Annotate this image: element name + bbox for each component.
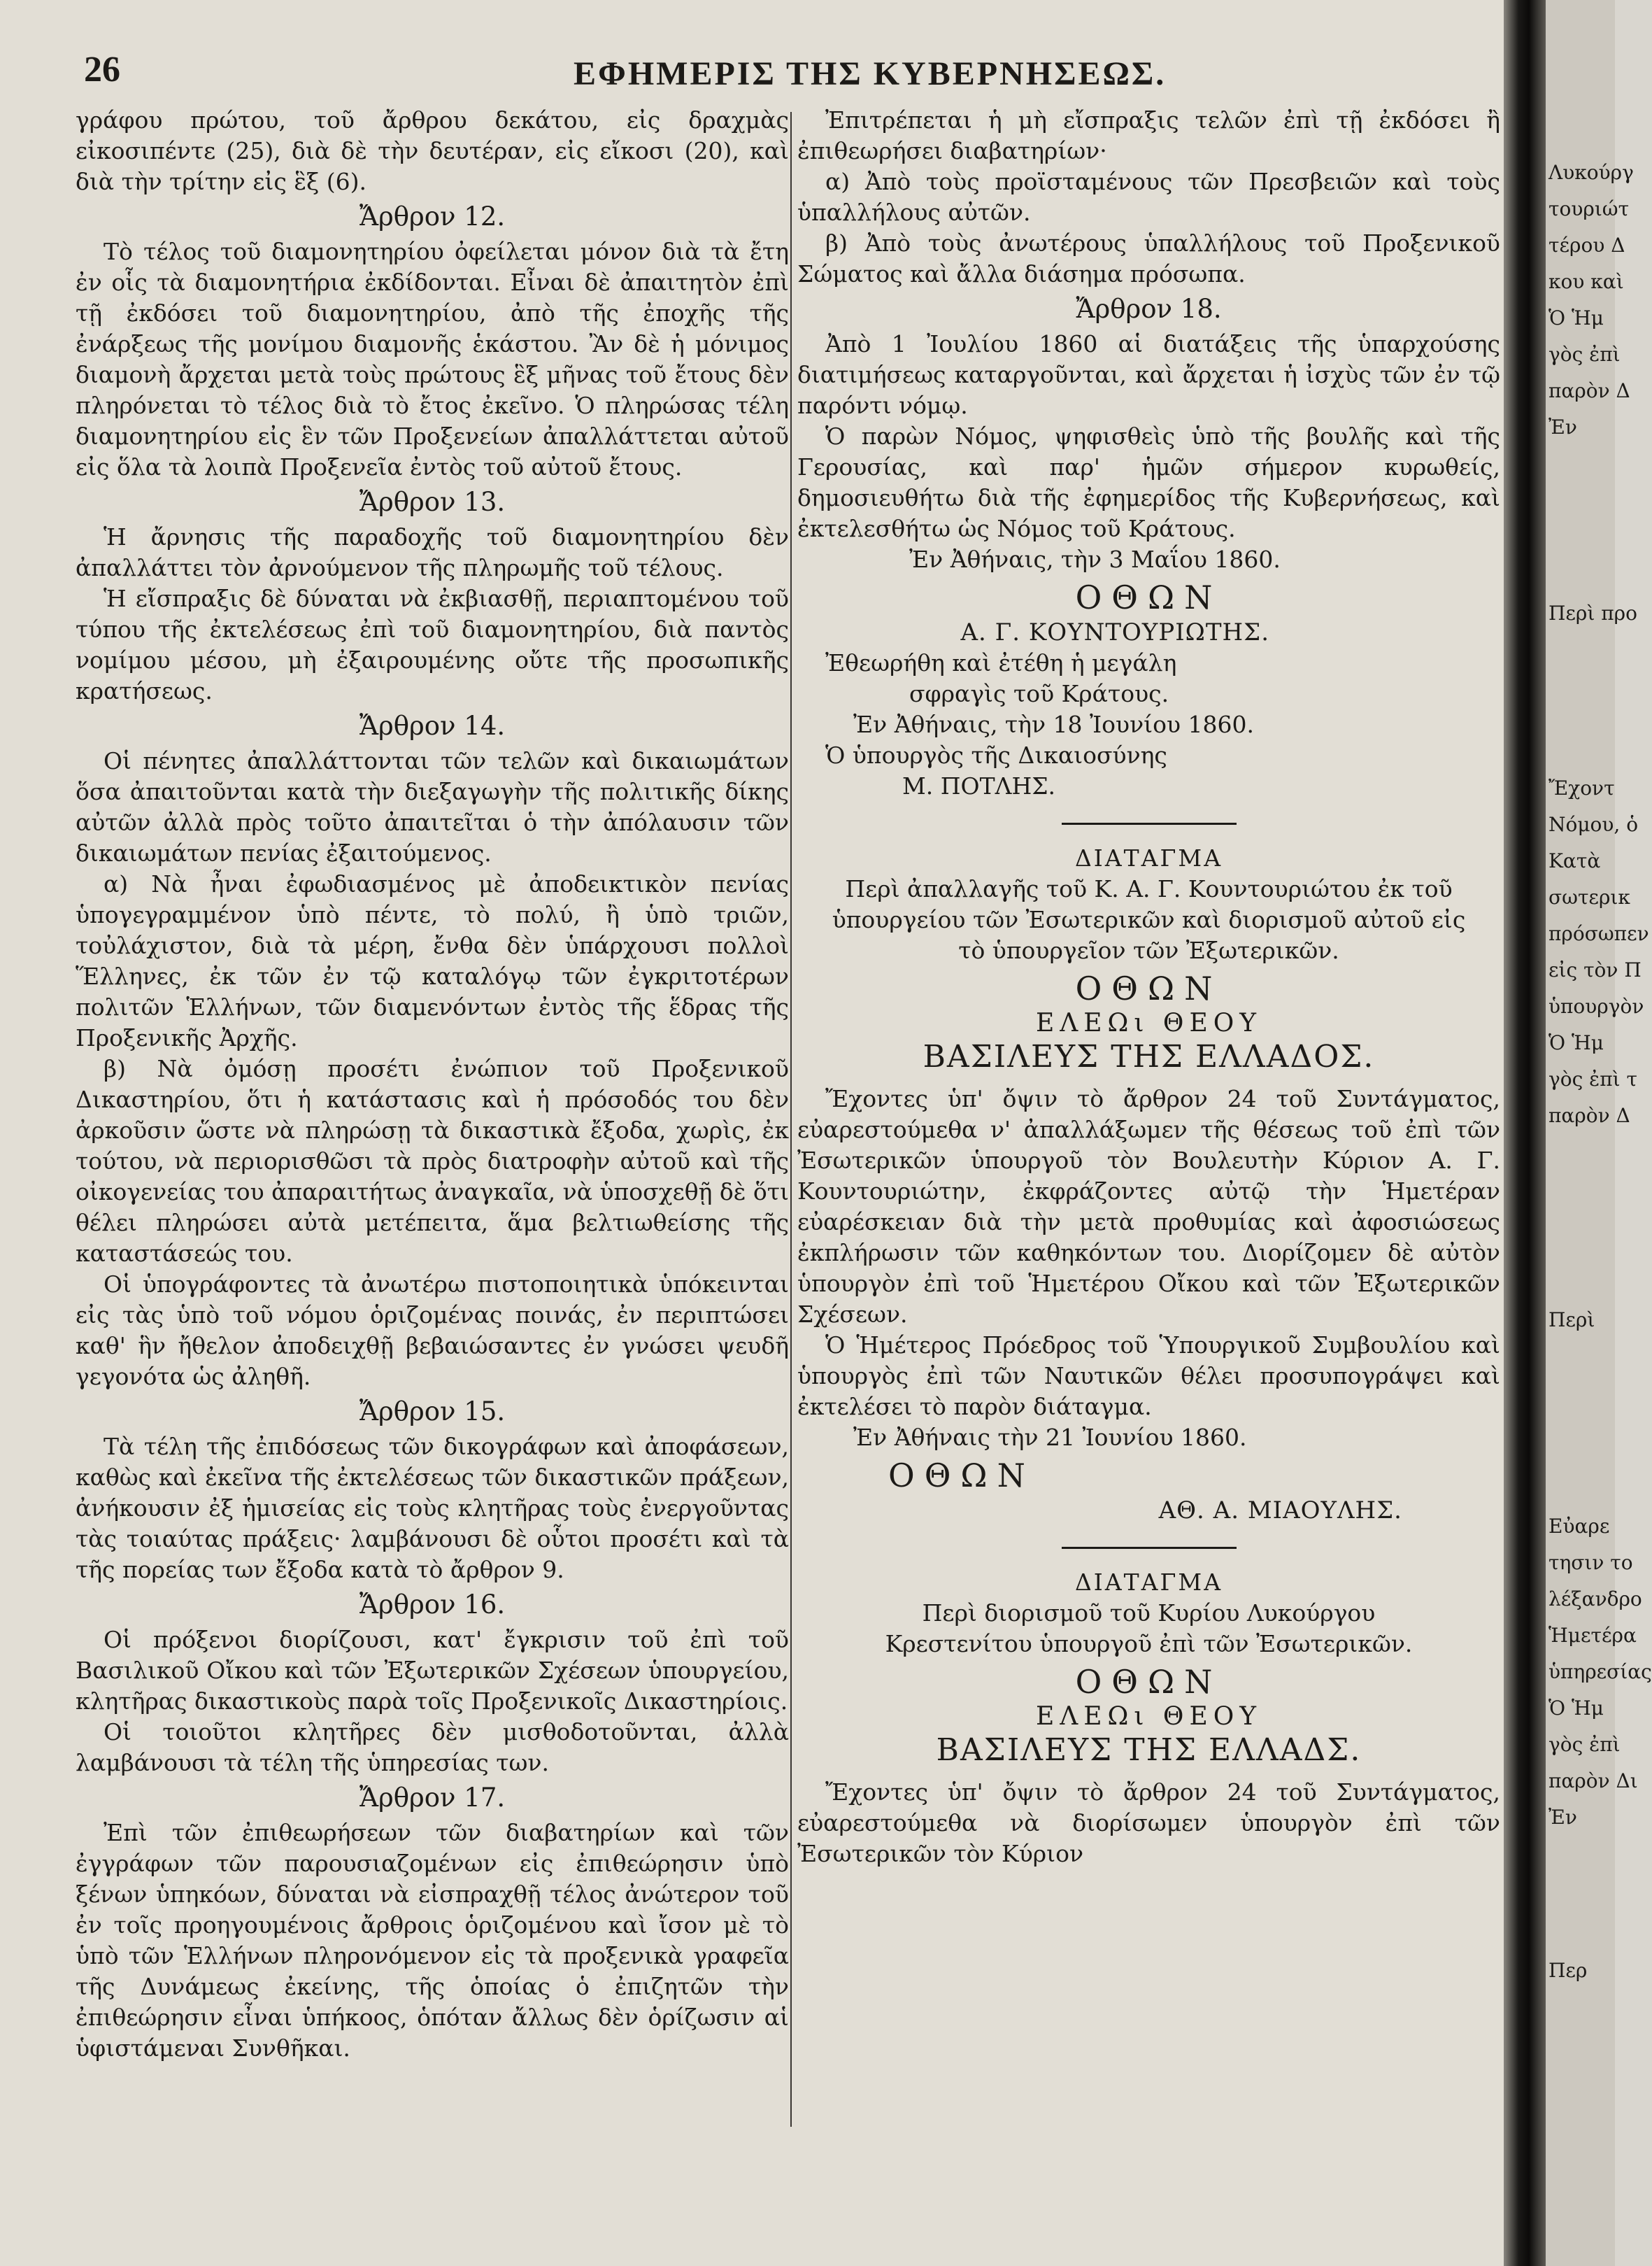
adjacent-page-fragment (1546, 0, 1652, 2266)
left-column (76, 105, 789, 2064)
grace-of-god: ΕΛΕΩι ΘΕΟΥ (1035, 1702, 1262, 1731)
section-rule (1062, 823, 1237, 825)
fragment-line: Λυκούργ (1548, 161, 1634, 184)
fragment-line: Κατὰ (1548, 849, 1601, 872)
article-heading: Ἄρθρον 18. (1076, 294, 1222, 324)
king-name: ΟΘΩΝ (1075, 970, 1223, 1007)
fragment-line: Ἡμετέρα (1548, 1624, 1637, 1647)
paragraph: Ἐπὶ τῶν ἐπιθεωρήσεων τῶν διαβατηρίων καὶ τῶν ἐγγράφων τῶν παρουσιαζομένων εἰς ἐπιθεώρησιν ὑπὸ ξένων ὑπηκόων, δύναται νὰ εἰσπραχθῇ τέλος ἀνώτερον τοῦ ἐν τοῖς προηγουμένοις ἄρθροις ὁριζομένου καὶ ἴσον μὲ τὸ ὑπὸ τῶν Ἑλλήνων πληρονόμενον εἰς τὰ προξενικὰ γραφεῖα τῆς Δυνάμεως ἐκείνης, τῆς ὁποίας ὁ ἐπιζητῶν τὴν ἐπιθεώρησιν εἶναι ὑπήκοος, ὁπόταν ἄλλως δὲν ὁρίζωσιν αἱ ὑφιστάμεναι Συνθῆκαι. (76, 1819, 789, 2062)
page-number: 26 (84, 50, 120, 90)
date-line: Ἐν Ἀθήναις, τὴν 18 Ἰουνίου 1860. (853, 711, 1254, 738)
fragment-line: τουριώτ (1548, 197, 1630, 220)
fragment-line: ὑπηρεσίας (1548, 1660, 1652, 1683)
fragment-line: Περὶ προ (1548, 602, 1637, 625)
fragment-line: Ὁ Ἡμ (1548, 1031, 1604, 1054)
book-gutter (1504, 0, 1546, 2266)
signature: Μ. ΠΟΤΛΗΣ. (902, 772, 1056, 800)
paragraph: Οἱ ὑπογράφοντες τὰ ἀνωτέρω πιστοποιητικὰ ὑπόκεινται εἰς τὰς ὑπὸ τοῦ νόμου ὁριζομένας ποινάς, ἐν περιπτώσει καθ' ἣν ἤθελον ἀποδειχθῇ βεβαιώσαντες ἐν γνώσει ψευδῆ γεγονότα ὡς ἀληθῆ. (76, 1270, 789, 1390)
date-line: Ἐν Ἀθήναις, τὴν 3 Μαΐου 1860. (909, 546, 1281, 573)
right-column (797, 105, 1500, 1869)
king-name: ΟΘΩΝ (888, 1457, 1035, 1494)
page-header (0, 49, 1532, 98)
date-line: Ἐν Ἀθήναις τὴν 21 Ἰουνίου 1860. (853, 1424, 1247, 1451)
seal-note: σφραγὶς τοῦ Κράτους. (909, 680, 1169, 707)
article-heading: Ἄρθρον 14. (359, 711, 506, 741)
paragraph: Τὸ τέλος τοῦ διαμονητηρίου ὀφείλεται μόνον διὰ τὰ ἔτη ἐν οἷς τὰ διαμονητήρια ἐκδίδονται. Εἶναι δὲ ἀπαιτητὸν ἐπὶ τῇ ἐκδόσει τοῦ διαμονητηρίου, ἀπὸ τῆς ἐποχῆς τῆς ἐνάρξεως τῆς μονίμου διαμονῆς ἑκάστου. Ἂν δὲ ἡ μόνιμος διαμονὴ ἄρχεται μετὰ τοὺς πρώτους ἓξ μῆνας τοῦ ἔτους δὲν πληρόνεται τὸ τέλος διὰ τὸ ἔτος ἐκεῖνο. Ὁ πληρώσας τέλη διαμονητηρίου εἰς ἓν τῶν Προξενείων ἀπαλλάττεται αὐτοῦ εἰς ὅλα τὰ λοιπὰ Προξενεῖα ἐντὸς τοῦ αὐτοῦ ἔτους. (76, 238, 789, 481)
paragraph: Ἔχοντες ὑπ' ὄψιν τὸ ἄρθρον 24 τοῦ Συντάγματος, εὐαρεστούμεθα ν' ἀπαλλάξωμεν τῆς θέσεως τοῦ ἐπὶ τῶν Ἐσωτερικῶν ὑπουργοῦ τὸν Βουλευτὴν Κύριον Α. Γ. Κουντουριώτην, ἐκφράζοντες αὐτῷ τὴν Ἡμετέραν εὐαρέσκειαν διὰ τὴν μετὰ προθυμίας καὶ ἀφοσιώσεως ἐκπλήρωσιν τῶν καθηκόντων του. Διορίζομεν δὲ αὐτὸν ὑπουργὸν ἐπὶ τοῦ Ἡμετέρου Οἴκου καὶ τῶν Ἐξωτερικῶν Σχέσεων. (797, 1085, 1500, 1328)
journal-title: ΕΦΗΜΕΡΙΣ ΤΗΣ ΚΥΒΕΡΝΗΣΕΩΣ. (574, 55, 1167, 92)
paragraph: Ἀπὸ 1 Ἰουλίου 1860 αἱ διατάξεις τῆς ὑπαρχούσης διατιμήσεως καταργοῦνται, καὶ ἄρχεται ἡ ἰσχὺς τῶν ἐν τῷ παρόντι νόμῳ. (797, 330, 1500, 419)
paragraph: Ἡ ἄρνησις τῆς παραδοχῆς τοῦ διαμονητηρίου δὲν ἀπαλλάττει τὸν ἀρνούμενον τῆς πληρωμῆς τοῦ τέλους. (76, 523, 789, 581)
fragment-line: Ἐν (1548, 416, 1577, 439)
fragment-line: γὸς ἐπὶ τ (1548, 1068, 1637, 1091)
decree-title: ΔΙΑΤΑΓΜΑ (1074, 844, 1223, 872)
grace-of-god: ΕΛΕΩι ΘΕΟΥ (1035, 1009, 1262, 1038)
column-divider (790, 112, 792, 2127)
paragraph: β) Νὰ ὀμόσῃ προσέτι ἐνώπιον τοῦ Προξενικοῦ Δικαστηρίου, ὅτι ἡ κατάστασις καὶ ἡ πρόσοδός του δὲν ἀρκοῦσιν ὥστε νὰ πληρώσῃ τὰ δικαστικὰ ἔξοδα, χωρὶς, ἐκ τούτου, νὰ περιορισθῶσι τὰ πρὸς διατροφὴν αὐτοῦ καὶ τῆς οἰκογενείας του ἀπαραιτήτως ἀναγκαῖα, νὰ ὑποσχεθῇ δὲ ὅτι θέλει πληρώσει αὐτὰ μετέπειτα, ἅμα βελτιωθείσης τῆς καταστάσεώς του. (76, 1055, 789, 1267)
paragraph: Οἱ πρόξενοι διορίζουσι, κατ' ἔγκρισιν τοῦ ἐπὶ τοῦ Βασιλικοῦ Οἴκου καὶ τῶν Ἐξωτερικῶν Σχέσεων ὑπουργείου, κλητῆρας δικαστικοὺς παρὰ τοῖς Προξενικοῖς Δικαστηρίοις. (76, 1626, 789, 1715)
article-heading: Ἄρθρον 15. (359, 1396, 506, 1426)
paragraph: α) Νὰ ἦναι ἐφωδιασμένος μὲ ἀποδεικτικὸν πενίας ὑπογεγραμμένον ὑπὸ πέντε, τὸ πολύ, ἢ ὑπὸ τριῶν, τοὐλάχιστον, διὰ τὰ μέρη, ἔνθα δὲν ὑπάρχουσι πολλοὶ Ἕλληνες, ἐκ τῶν ἐν τῷ καταλόγῳ τῶν ἐγκριτοτέρων πολιτῶν Ἑλλήνων, τῶν διαμενόντων ἐντὸς τῆς ἕδρας τῆς Προξενικῆς Ἀρχῆς. (76, 870, 789, 1051)
paragraph: α) Ἀπὸ τοὺς προϊσταμένους τῶν Πρεσβειῶν καὶ τοὺς ὑπαλλήλους αὐτῶν. (797, 168, 1500, 226)
minister-title: Ὁ ὑπουργὸς τῆς Δικαιοσύνης (825, 742, 1167, 769)
paragraph: β) Ἀπὸ τοὺς ἀνωτέρους ὑπαλλήλους τοῦ Προξενικοῦ Σώματος καὶ ἄλλα διάσημα πρόσωπα. (797, 229, 1500, 288)
fragment-line: Ἐν (1548, 1806, 1577, 1829)
fragment-line: Περὶ (1548, 1308, 1595, 1331)
fragment-line: γὸς ἐπὶ (1548, 1733, 1621, 1756)
paragraph: Ὁ παρὼν Νόμος, ψηφισθεὶς ὑπὸ τῆς βουλῆς καὶ τῆς Γερουσίας, καὶ παρ' ἡμῶν σήμερον κυρωθείς, δημοσιευθήτω διὰ τῆς ἐφημερίδος τῆς Κυβερνήσεως, καὶ ἐκτελεσθήτω ὡς Νόμος τοῦ Κράτους. (797, 423, 1500, 542)
fragment-line: Ἔχοντ (1548, 777, 1615, 800)
article-heading: Ἄρθρον 17. (359, 1783, 506, 1813)
paragraph: Ὁ Ἡμέτερος Πρόεδρος τοῦ Ὑπουργικοῦ Συμβουλίου καὶ ὑπουργὸς ἐπὶ τῶν Ναυτικῶν θέλει προσυπογράψει καὶ ἐκτελέσει τὸ παρὸν διάταγμα. (797, 1331, 1500, 1420)
fragment-line: κου καὶ (1548, 270, 1624, 293)
decree-subject: Περὶ ἀπαλλαγῆς τοῦ Κ. Α. Γ. Κουντουριώτου ἐκ τοῦ ὑπουργείου τῶν Ἐσωτερικῶν καὶ διορισμοῦ αὐτοῦ εἰς τὸ ὑπουργεῖον τῶν Ἐξωτερικῶν. (832, 875, 1466, 964)
fragment-line: Νόμου, ὁ (1548, 813, 1639, 836)
paragraph: γράφου πρώτου, τοῦ ἄρθρου δεκάτου, εἰς δραχμὰς εἰκοσιπέντε (25), διὰ δὲ τὴν δευτέραν, εἰς εἴκοσι (20), καὶ διὰ τὴν τρίτην εἰς ἓξ (6). (76, 106, 789, 195)
paragraph: Ἐπιτρέπεται ἡ μὴ εἴσπραξις τελῶν ἐπὶ τῇ ἐκδόσει ἢ ἐπιθεωρήσει διαβατηρίων· (797, 106, 1500, 164)
article-heading: Ἄρθρον 13. (359, 487, 506, 517)
king-title: ΒΑΣΙΛΕΥΣ ΤΗΣ ΕΛΛΑΔΣ. (936, 1732, 1362, 1768)
decree-title: ΔΙΑΤΑΓΜΑ (1074, 1569, 1223, 1596)
fragment-line: Εὐαρε (1548, 1515, 1610, 1538)
king-title: ΒΑΣΙΛΕΥΣ ΤΗΣ ΕΛΛΑΔΟΣ. (923, 1039, 1375, 1075)
paragraph: Οἱ τοιοῦτοι κλητῆρες δὲν μισθοδοτοῦνται, ἀλλὰ λαμβάνουσι τὰ τέλη τῆς ὑπηρεσίας των. (76, 1718, 789, 1776)
paragraph: Ἡ εἴσπραξις δὲ δύναται νὰ ἐκβιασθῇ, περιαπτομένου τοῦ τύπου τῆς ἐκτελέσεως ἐπὶ τοῦ διαμονητηρίου, διὰ παντὸς νομίμου μέσου, μὴ ἐξαιρουμένης οὔτε τῆς προσωπικῆς κρατήσεως. (76, 585, 789, 704)
fragment-line: παρὸν Δ (1548, 1104, 1630, 1127)
fragment-line: λέξανδρο (1548, 1587, 1642, 1610)
fragment-line: παρὸν Δ (1548, 379, 1630, 402)
paragraph: Οἱ πένητες ἀπαλλάττονται τῶν τελῶν καὶ δικαιωμάτων ὅσα ἀπαιτοῦνται κατὰ τὴν διεξαγωγὴν τῆς πολιτικῆς δίκης αὐτῶν ἀλλὰ πρὸς τοῦτο ἀπαιτεῖται ὁ τὴν ἀπόλαυσιν τῶν δικαιωμάτων πενίας ἐξαιτούμενος. (76, 747, 789, 867)
section-rule (1062, 1547, 1237, 1549)
king-name: ΟΘΩΝ (1075, 579, 1223, 616)
fragment-line: Περ (1548, 1959, 1588, 1982)
fragment-line: πρόσωπεν (1548, 922, 1649, 945)
king-name: ΟΘΩΝ (1075, 1663, 1223, 1701)
decree-subject: Περὶ διορισμοῦ τοῦ Κυρίου Λυκούργου Κρεστενίτου ὑπουργοῦ ἐπὶ τῶν Ἐσωτερικῶν. (885, 1599, 1413, 1657)
fragment-line: γὸς ἐπὶ (1548, 343, 1621, 366)
fragment-line: Ὁ Ἡμ (1548, 306, 1604, 330)
article-heading: Ἄρθρον 12. (359, 201, 506, 232)
fragment-line: Ὁ Ἡμ (1548, 1697, 1604, 1720)
paragraph: Ἔχοντες ὑπ' ὄψιν τὸ ἄρθρον 24 τοῦ Συντάγματος, εὐαρεστούμεθα νὰ διορίσωμεν ὑπουργὸν ἐπὶ τῶν Ἐσωτερικῶν τὸν Κύριον (797, 1778, 1500, 1867)
paragraph: Τὰ τέλη τῆς ἐπιδόσεως τῶν δικογράφων καὶ ἀποφάσεων, καθὼς καὶ ἐκεῖνα τῆς ἐκτελέσεως τῶν δικαστικῶν πράξεων, ἀνήκουσιν ἐξ ἡμισείας εἰς τοὺς κλητῆρας τοὺς ἐνεργοῦντας τὰς τοιαύτας πράξεις· λαμβάνουσι δὲ οὗτοι προσέτι καὶ τὰ τῆς πορείας των ἔξοδα κατὰ τὸ ἄρθρον 9. (76, 1433, 789, 1583)
fragment-line: παρὸν Δι (1548, 1769, 1638, 1792)
fragment-line: σωτερικ (1548, 886, 1630, 909)
fragment-line: εἰς τὸν Π (1548, 958, 1642, 982)
fragment-line: τέρου Δ (1548, 234, 1625, 257)
fragment-line: τησιν το (1548, 1551, 1633, 1574)
fragment-line: ὑπουργὸν (1548, 995, 1644, 1018)
article-heading: Ἄρθρον 16. (359, 1589, 506, 1620)
signature: Α. Γ. ΚΟΥΝΤΟΥΡΙΩΤΗΣ. (960, 618, 1269, 646)
signature: ΑΘ. Α. ΜΙΑΟΥΛΗΣ. (1158, 1496, 1402, 1524)
seal-note: Ἐθεωρήθη καὶ ἐτέθη ἡ μεγάλη (825, 649, 1177, 677)
